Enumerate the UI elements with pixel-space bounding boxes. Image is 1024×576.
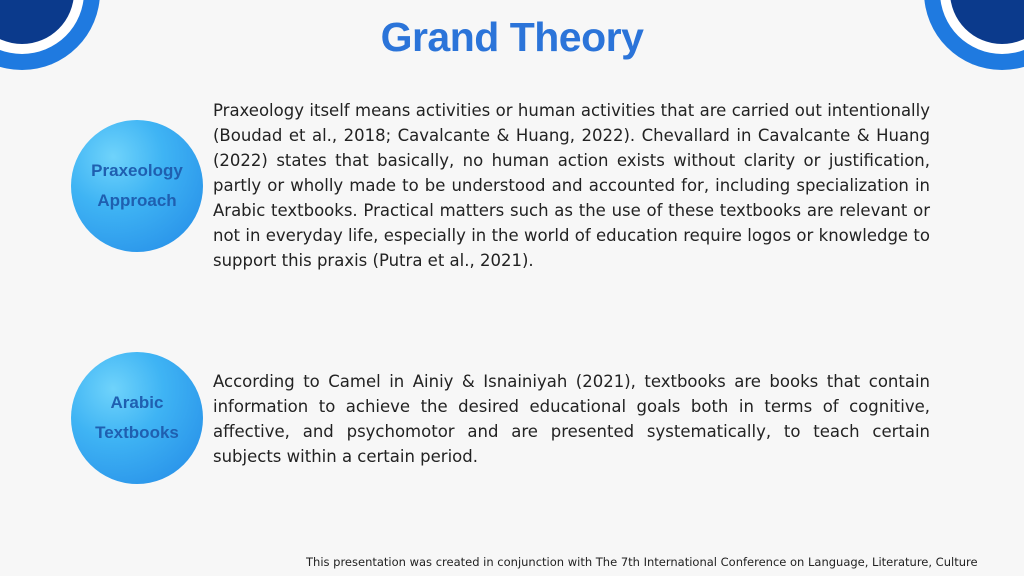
circle-label-line1: Arabic (110, 393, 164, 412)
circle-label-line2: Approach (97, 191, 177, 210)
praxeology-approach-circle (71, 120, 203, 252)
praxeology-paragraph: Praxeology itself means activities or human activities that are carried out intentionally (Boudad et al., 2018; Cavalcante & Huang, 2022). Chevallard in Cavalcante & Huang (2022) states that basically, no human action exists without clarity or justification, partly or wholly made to be understood and accounted for, including specialization in Arabic textbooks. Practical matters such as the use of these textbooks are relevant or not in everyday life, especially in the world of education require logos or knowledge to support this praxis (Putra et al., 2021). (213, 101, 930, 270)
circle-label-line2: Textbooks (95, 423, 179, 442)
footer-note: This presentation was created in conjunction with The 7th International Conference on Language, Literature, Culture (306, 555, 978, 569)
arabic-textbooks-circle (71, 352, 203, 484)
slide-title: Grand Theory (380, 14, 644, 60)
circle-label-line1: Praxeology (91, 161, 183, 180)
arabic-textbooks-paragraph: According to Camel in Ainiy & Isnainiyah (2021), textbooks are books that contain information to achieve the desired educational goals both in terms of cognitive, affective, and psychomotor and are presented systematically, to teach certain subjects within a certain period. (213, 372, 930, 466)
